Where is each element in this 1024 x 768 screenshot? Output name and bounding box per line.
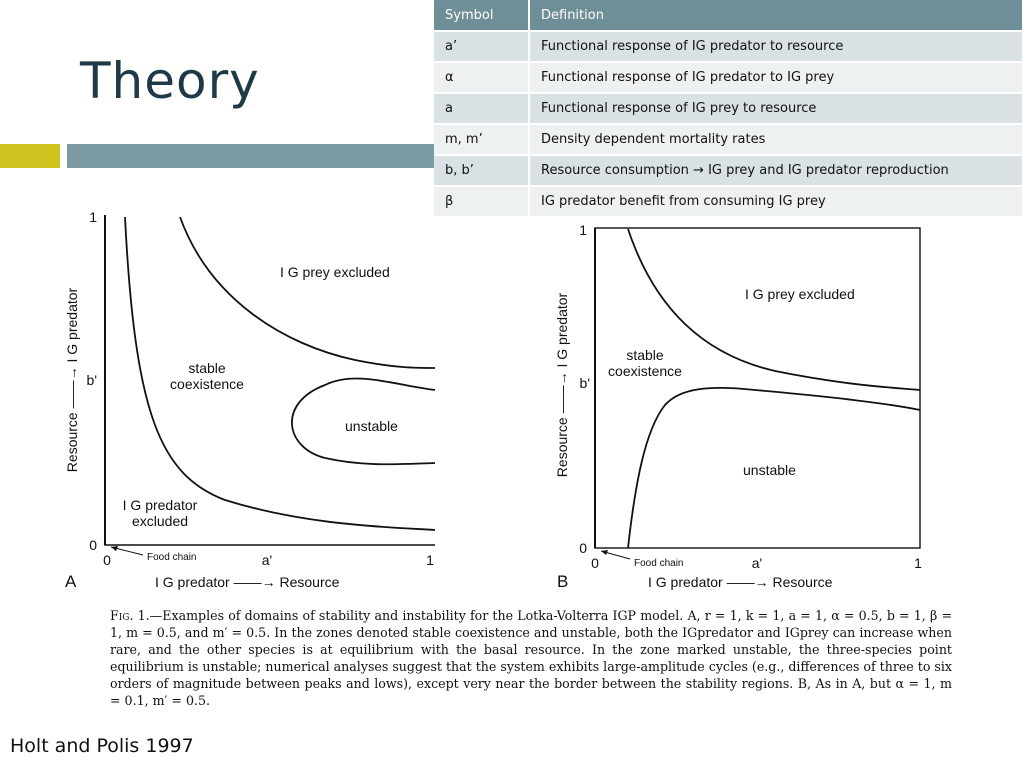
panel-b-ytick-mid: b' (579, 375, 590, 391)
symbol-cell: a’ (434, 31, 529, 62)
panel-b-stable-label-1: stable (626, 347, 664, 363)
panel-b-xtick-mid: a' (751, 555, 763, 571)
slide-title: Theory (80, 52, 260, 110)
figure-caption (110, 607, 952, 709)
panel-a-stable-label-2: coexistence (170, 376, 244, 392)
caption-lead: Fig. 1.— (110, 608, 163, 623)
panel-b-stable-label-2: coexistence (608, 363, 682, 379)
symbol-cell: β (434, 186, 529, 217)
stability-figure (55, 205, 953, 725)
panel-a-xtick-right: 1 (426, 552, 434, 568)
caption-text: Examples of domains of stability and instability for the Lotka-Volterra IGP model. A, r = 1, k = 1, a = 1, α = 0.5, b = 1, β = 1, m = 0.5, and m′ = 0.5. In the zones denoted stable coexistence and unstable, both the IGpredator and IGprey can increase when rare, and the other species is at equilibrium with the basal resource. In the zone marked unstable, the three-species point equilibrium is unstable; numerical analyses suggest that the system exhibits large-amplitude cycles (e.g., differences of three to six orders of magnitude between peaks and lows), except very near the border between the stability regions. B, As in A, but α = 1, m = 0.1, m′ = 0.5. (110, 608, 953, 708)
panel-b-food-chain-label: Food chain (634, 558, 684, 569)
table-row (434, 93, 1023, 124)
panel-a-ytick-mid: b' (86, 372, 97, 388)
symbol-cell: α (434, 62, 529, 93)
panel-a-xtick-mid: a' (261, 552, 273, 568)
panel-a-letter: A (65, 572, 77, 591)
panel-b (554, 222, 922, 591)
panel-a-xtick-left: 0 (103, 552, 111, 568)
definition-cell: Functional response of IG predator to resource (529, 31, 1023, 62)
panel-a-food-chain-label: Food chain (147, 552, 197, 563)
table-row (434, 31, 1023, 62)
definitions-table (434, 0, 1024, 218)
panel-b-xlabel: I G predator ——→ Resource (648, 574, 833, 590)
citation: Holt and Polis 1997 (10, 735, 194, 757)
panel-a-unstable-label: unstable (345, 418, 398, 434)
panel-a (64, 209, 435, 591)
panel-a-ylabel: Resource ——→ I G predator (64, 287, 80, 473)
panel-b-xtick-right: 1 (914, 555, 922, 571)
panel-a-ytick-top: 1 (89, 209, 97, 225)
panel-a-xlabel: I G predator ——→ Resource (155, 574, 340, 590)
panel-b-unstable-label: unstable (743, 462, 796, 478)
panel-b-letter: B (557, 572, 569, 591)
definition-cell: Functional response of IG predator to IG prey (529, 62, 1023, 93)
panel-b-xtick-left: 0 (591, 555, 599, 571)
table-row (434, 155, 1023, 186)
table-header-symbol: Symbol (434, 0, 529, 31)
table-row (434, 62, 1023, 93)
table-header-definition: Definition (529, 0, 1023, 31)
symbol-cell: m, m’ (434, 124, 529, 155)
definition-cell: Functional response of IG prey to resource (529, 93, 1023, 124)
panel-a-stable-label-1: stable (188, 360, 226, 376)
table-row (434, 124, 1023, 155)
definition-cell: IG predator benefit from consuming IG prey (529, 186, 1023, 217)
panel-a-boundary-prey-excluded (180, 217, 435, 368)
stability-diagrams (55, 205, 935, 600)
accent-bar-yellow (0, 144, 60, 168)
panel-b-ytick-bottom: 0 (579, 540, 587, 556)
panel-b-ytick-top: 1 (579, 222, 587, 238)
panel-b-prey-excluded-label: I G prey excluded (745, 286, 855, 302)
definition-cell: Resource consumption → IG prey and IG predator reproduction (529, 155, 1023, 186)
panel-b-ylabel: Resource ——→ I G predator (554, 292, 570, 478)
panel-a-ytick-bottom: 0 (89, 537, 97, 553)
definition-cell: Density dependent mortality rates (529, 124, 1023, 155)
panel-b-frame (595, 228, 920, 548)
symbol-cell: a (434, 93, 529, 124)
symbol-cell: b, b’ (434, 155, 529, 186)
panel-a-prey-excluded-label: I G prey excluded (280, 264, 390, 280)
panel-a-pred-excluded-label-2: excluded (131, 513, 189, 529)
panel-a-pred-excluded-label-1: I G predator (122, 497, 198, 513)
